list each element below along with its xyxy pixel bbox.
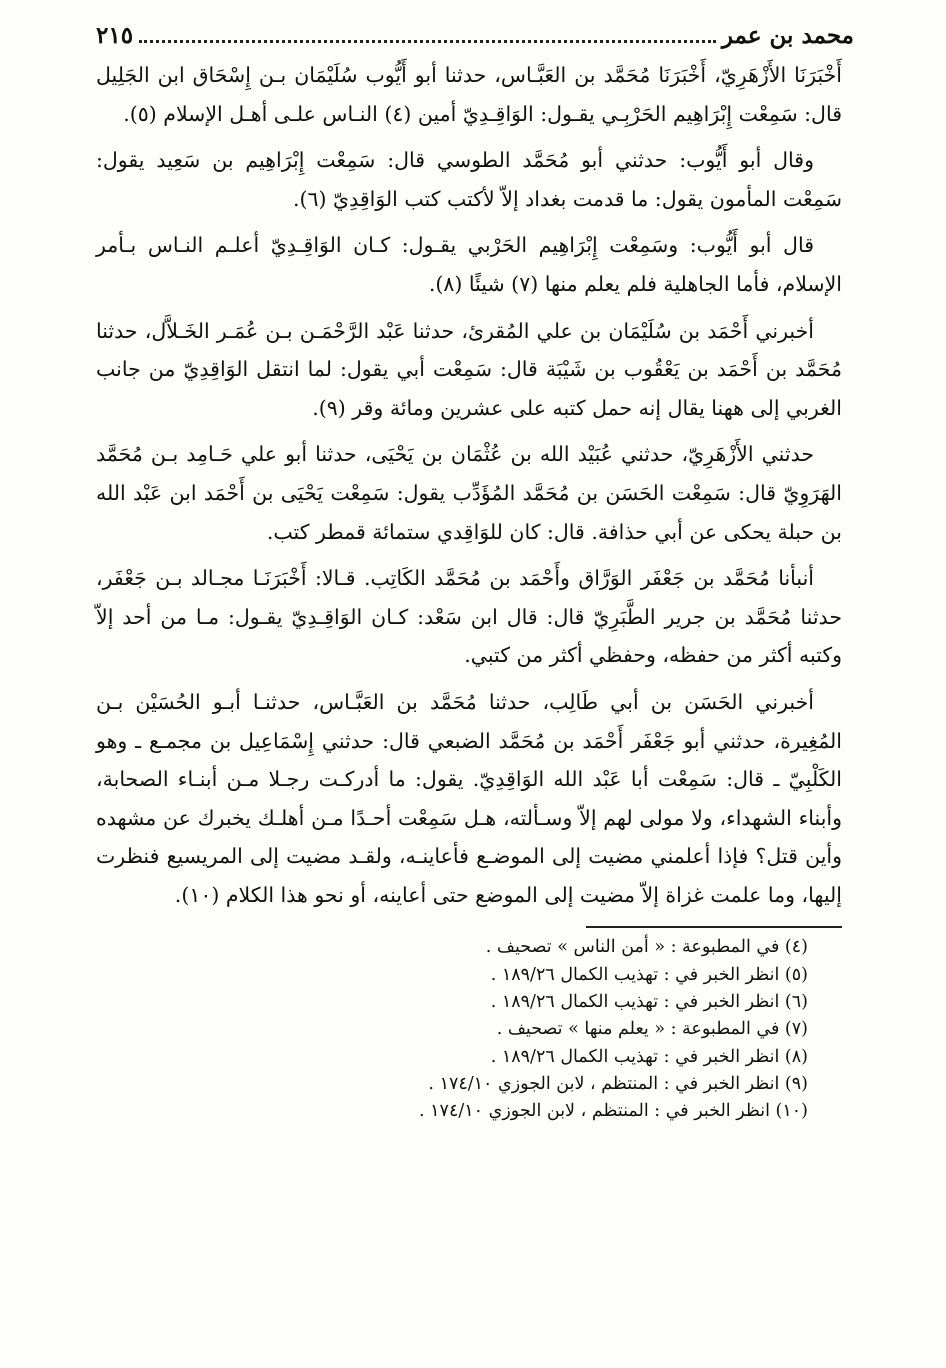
paragraph-1: أَخْبَرَنَا الأَزْهَرِيّ، أَخْبَرَنَا مُحَمَّد بن العَبَّـاس، حدثنا أبو أَيُّوب سُلَيْمَان بـن إِسْحَاق ابن الجَلِيل قال: سَمِعْت إِبْرَاهِيم الحَرْبِـي يقـول: الوَاقِـدِيّ أمين (٤) النـاس علـى أهـل الإسلام (٥). [96,63,842,126]
paragraph-7: أخبرني الحَسَن بن أبي طَالِب، حدثنا مُحَمَّد بن العَبَّـاس، حدثنـا أبـو الحُسَيْن بـن المُغِيرة، حدثني أبو جَعْفَر أَحْمَد بن مُحَمَّد الضبعي قال: حدثني إِسْمَاعِيل بن مجمـع ـ وهو الكَلْبِيّ ـ قال: سَمِعْت أبا عَبْد الله الوَاقِدِيّ. يقول: ما أدركـت رجـلا مـن أبنـاء الصحابة، وأبناء الشهداء، ولا مولى لهم إلاّ وسـألته، هـل سَمِعْت أحـدًا مـن أهلـك يخبرك عن مشهده وأين قتل؟ فإذا أعلمني مضيت إلى الموضـع فأعاينـه، ولقـد مضيت إلى المريسيع فنظرت إليها، وما علمت غزاة إلاّ مضيت إلى الموضع حتى أعاينه، أو نحو هذا الكلام (١٠). [96,689,842,907]
header-dot-leader [139,39,716,43]
footnote-8: (٨) انظر الخبر في : تهذيب الكمال ١٨٩/٢٦ . [490,1046,808,1067]
paragraph-2: وقال أبو أَيُّوب: حدثني أبو مُحَمَّد الطوسي قال: سَمِعْت إِبْرَاهِيم بن سَعِيد يقول: سَمِعْت المأمون يقول: ما قدمت بغداد إلاّ لأكتب كتب الوَاقِدِيّ (٦). [96,148,842,211]
footnote-10: (١٠) انظر الخبر في : المنتظم ، لابن الجوزي ١٧٤/١٠ . [419,1101,808,1122]
footnotes [96,934,842,1125]
running-title: محمد بن عمر [721,22,854,49]
footnote-6: (٦) انظر الخبر في : تهذيب الكمال ١٨٩/٢٦ . [490,992,808,1013]
paragraph-6: أنبأنا مُحَمَّد بن جَعْفَر الوَرَّاق وأَحْمَد بن مُحَمَّد الكَاتِب. قـالا: أَخْبَرَنَـا مجـالد بـن جَعْفَر، حدثنا مُحَمَّد بن جرير الطَّبَرِيّ قال: قال ابن سَعْد: كـان الوَاقِـدِيّ يقـول: مـا من أحد إلاّ وكتبه أكثر من حفظه، وحفظي أكثر من كتبي. [96,566,842,668]
footnote-4: (٤) في المطبوعة : « أمن الناس » تصحيف . [485,937,808,958]
main-text [96,56,842,914]
paragraph-5: حدثني الأَزْهَرِيّ، حدثني عُبَيْد الله بن عُثْمَان بن يَحْيَى، حدثنا أبو علي حَـامِد بـن مُحَمَّد الهَرَوِيّ قال: سَمِعْت الحَسَن بن مُحَمَّد المُؤَدِّب يقول: سَمِعْت يَحْيَى بن أَحْمَد ابن عَبْد الله بن حبلة يحكى عن أبي حذافة. قال: كان للوَاقِدي ستمائة قمطر كتب. [96,442,842,544]
paragraph-4: أخبرني أَحْمَد بن سُلَيْمَان بن علي المُقرئ، حدثنا عَبْد الرَّحْمَـن بـن عُمَـر الخَـلاَّل، حدثنا مُحَمَّد بن أَحْمَد بن يَعْقُوب بن شَيْبَة قال: سَمِعْت أبي يقول: لما انتقل الوَاقِدِيّ من جانب الغربي إلى ههنا يقال إنه حمل كتبه على عشرين ومائة وقر (٩). [96,318,842,420]
footnote-9: (٩) انظر الخبر في : المنتظم ، لابن الجوزي ١٧٤/١٠ . [428,1073,808,1094]
footnote-7: (٧) في المطبوعة : « يعلم منها » تصحيف . [496,1019,808,1040]
footnote-separator [586,926,842,928]
paragraph-3: قال أبو أَيُّوب: وسَمِعْت إِبْرَاهِيم الحَرْبي يقـول: كـان الوَاقِـدِيّ أعلـم النـاس بـأمر الإسلام، فأما الجاهلية فلم يعلم منها (٧) شيئًا (٨). [96,233,842,296]
running-header [96,22,854,56]
footnote-5: (٥) انظر الخبر في : تهذيب الكمال ١٨٩/٢٦ . [490,964,808,985]
page-number: ٢١٥ [96,22,134,49]
